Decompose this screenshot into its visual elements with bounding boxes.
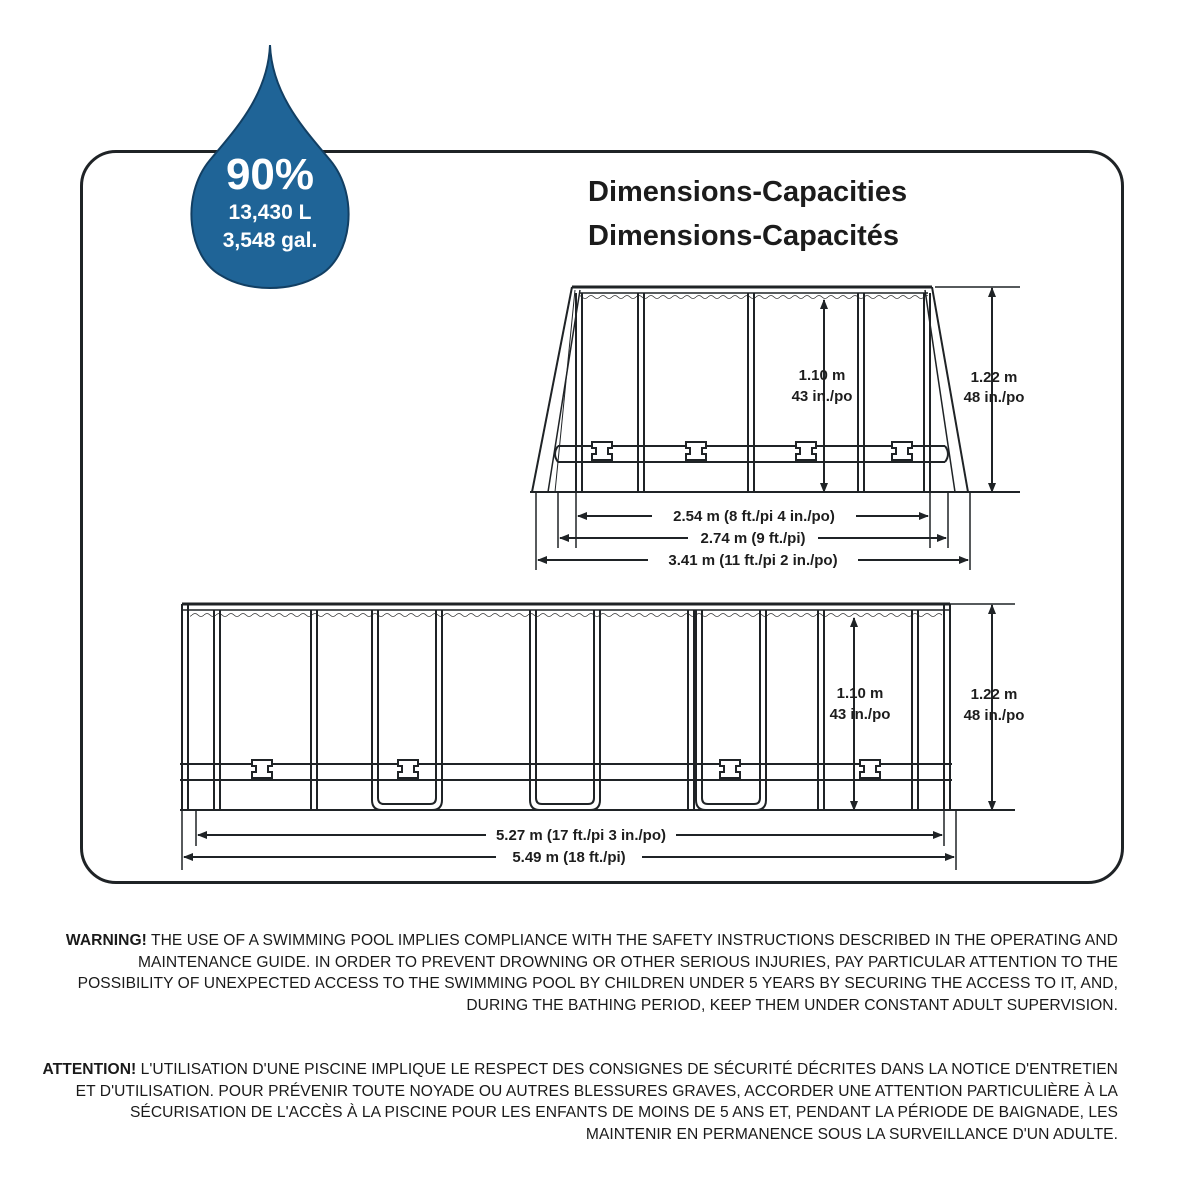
side-pool-width: 2.74 m (9 ft./pi) (700, 530, 806, 547)
side-total-width: 3.41 m (11 ft./pi 2 in./po) (668, 552, 838, 569)
capacity-percent: 90% (225, 150, 315, 199)
side-wall-height-imperial: 48 in./po (963, 389, 1025, 406)
title-english: Dimensions-Capacities (588, 176, 908, 208)
side-inner-width: 2.54 m (8 ft./pi 4 in./po) (673, 508, 835, 525)
capacity-liters: 13,430 L (228, 201, 312, 224)
warning-french (40, 1059, 1118, 1145)
warning-english (40, 930, 1118, 1016)
warning-english-text: THE USE OF A SWIMMING POOL IMPLIES COMPLIANCE WITH THE SAFETY INSTRUCTIONS DESCRIBED IN THE OPERATING AND MAINTENANCE GUIDE. IN ORDER TO PREVENT DROWNING OR OTHER SERIOUS INJURIES, PAY PARTICULAR ATTENTION TO THE POSSIBILITY OF UNEXPECTED ACCESS TO THE SWIMMING POOL BY CHILDREN UNDER 5 YEARS BY SECURING THE ACCESS TO IT, AND, DURING THE BATHING PERIOD, KEEP THEM UNDER CONSTANT ADULT SUPERVISION. (77, 932, 1118, 1014)
side-wall-height: 1.22 m (970, 369, 1018, 386)
front-inner-length: 5.27 m (17 ft./pi 3 in./po) (495, 827, 667, 844)
front-water-height: 1.10 m (836, 685, 884, 702)
side-water-height-imperial: 43 in./po (791, 388, 853, 405)
front-wall-height-imperial: 48 in./po (963, 707, 1025, 724)
front-wall-height: 1.22 m (970, 686, 1018, 703)
title-french: Dimensions-Capacités (588, 220, 900, 252)
side-water-height: 1.10 m (798, 367, 846, 384)
capacity-gallons: 3,548 gal. (222, 229, 318, 252)
front-water-height-imperial: 43 in./po (829, 706, 891, 723)
front-pool-length: 5.49 m (18 ft./pi) (512, 849, 626, 866)
warning-french-text: L'UTILISATION D'UNE PISCINE IMPLIQUE LE RESPECT DES CONSIGNES DE SÉCURITÉ DÉCRITES DANS LA NOTICE D'ENTRETIEN ET D'UTILISATION. POUR PRÉVENIR TOUTE NOYADE OU AUTRES BLESSURES GRAVES, ACCORDER UNE ATTENTION PARTICULIÈRE À LA SÉCURISATION DE L'ACCÈS À LA PISCINE POUR LES ENFANTS DE MOINS DE 5 ANS ET, PENDANT LA PÉRIODE DE BAIGNADE, LES MAINTENIR EN PERMANENCE SOUS LA SURVEILLANCE D'UN ADULTE. (75, 1061, 1118, 1143)
warning-english-label: WARNING! (65, 932, 147, 949)
side-view-diagram (530, 287, 1020, 570)
warning-french-label: ATTENTION! (42, 1061, 137, 1078)
